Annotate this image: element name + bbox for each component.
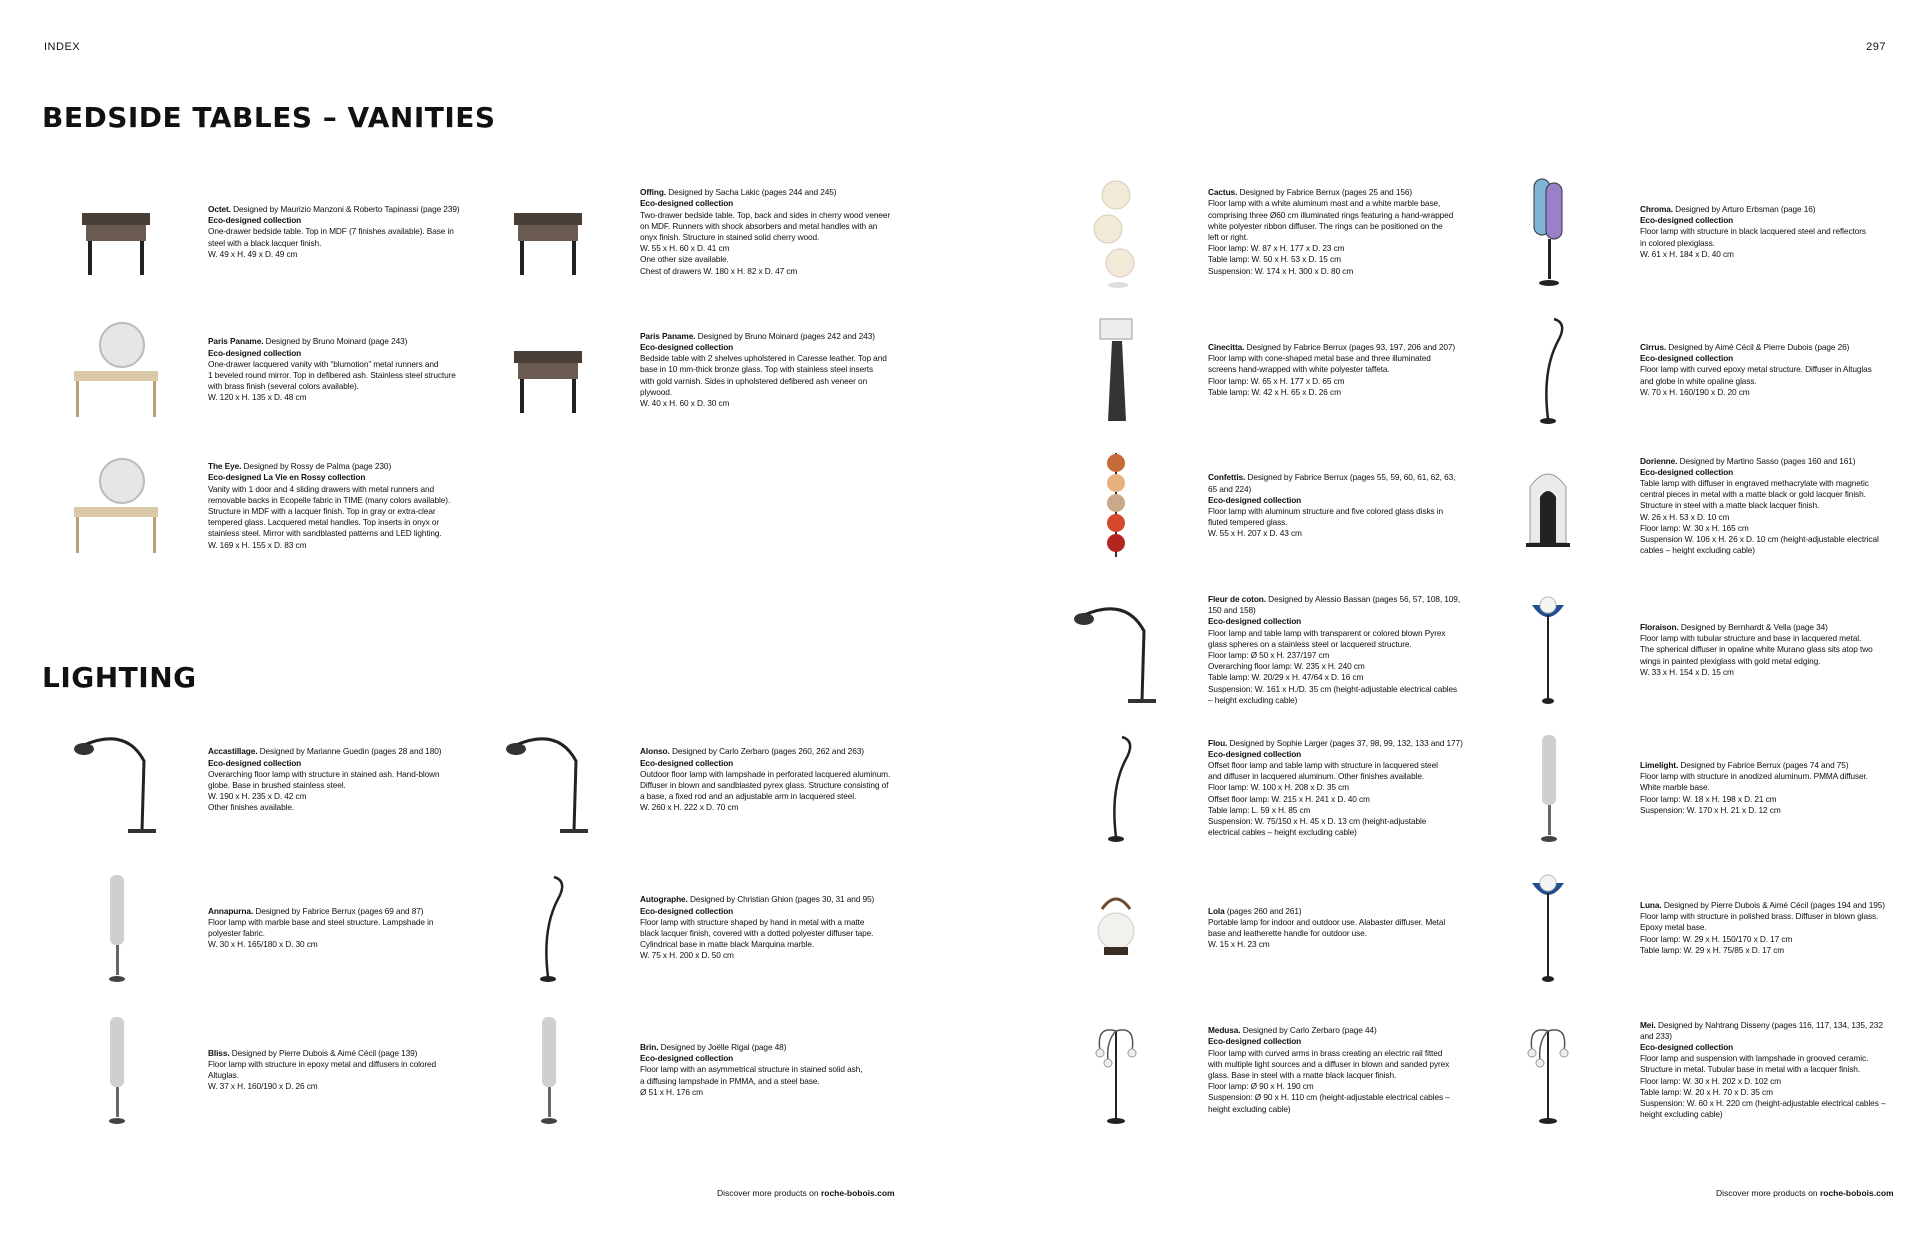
product-description-line: glass spheres on a stainless steel or lacquered structure. (1208, 638, 1412, 649)
product-text (1208, 436, 1464, 576)
product-description-line: W. 61 x H. 184 x D. 40 cm (1640, 248, 1734, 259)
product-description-line: Overarching floor lamp with structure in stained ash. Hand-blown (208, 768, 440, 779)
product-description-line: left or right. (1208, 232, 1249, 242)
product-heading (208, 746, 464, 757)
product-description-line: a base, a fixed rod and an adjustable arm in lacquered steel. (640, 791, 857, 802)
product-collection: Eco-designed collection (640, 1053, 734, 1064)
product-description-line: W. 55 x H. 207 x D. 43 cm (1208, 528, 1302, 539)
product-description-line: One-drawer bedside table. Top in MDF (7 finishes available). Base in (208, 226, 454, 237)
product-designer: (pages 260 and 261) (1224, 905, 1302, 916)
reflector-floor-lamp-icon (1490, 162, 1605, 302)
product-heading (640, 1042, 896, 1053)
bedside-table-icon (58, 162, 173, 302)
product-description-line: with brass finish (several colors available). (208, 381, 359, 392)
product-name: Cinecitta. (1208, 342, 1245, 353)
product-description-line: Floor lamp with structure in epoxy metal and diffusers in colored (208, 1058, 437, 1069)
product-description-line: Floor lamp with curved epoxy metal structure. Diffuser in Altuglas (1640, 364, 1872, 375)
portable-lamp-icon (1058, 858, 1173, 998)
product-description-line: Suspension: W. 170 x H. 21 x D. 12 cm (1640, 804, 1781, 815)
product-description-line: stainless steel. Mirror with sandblasted patterns and LED lighting. (208, 528, 442, 539)
product-description-line: W. 55 x H. 60 x D. 41 cm (640, 243, 730, 254)
product-heading (1208, 472, 1464, 494)
product-description-line: Epoxy metal base. (1640, 922, 1707, 933)
product-collection: Eco-designed collection (1640, 215, 1734, 226)
product-description-line: white polyester ribbon diffuser. The rings can be positioned on the (1208, 220, 1443, 231)
product-description-line: cables – height excluding cable) (1640, 545, 1755, 556)
product-designer: Designed by Arturo Erbsman (page 16) (1672, 204, 1816, 215)
product-collection: Eco-designed collection (1208, 748, 1302, 759)
product-text (1208, 162, 1464, 302)
product-description-line: in colored plexiglass. (1640, 237, 1715, 248)
product-designer: Designed by Carlo Zerbaro (page 44) (1240, 1025, 1377, 1036)
product-entry[interactable] (490, 1000, 1020, 1140)
product-name: The Eye. (208, 461, 242, 472)
product-name: Dorienne. (1640, 455, 1678, 466)
product-description-line: The spherical diffuser in opaline white Murano glass sits atop two (1640, 644, 1873, 655)
product-description-line: Table lamp: W. 20/29 x H. 47/64 x D. 16 cm (1208, 672, 1364, 683)
product-heading (640, 331, 896, 342)
ring-lamp-icon (1058, 162, 1173, 302)
product-description-line: Table lamp: W. 20 x H. 70 x D. 35 cm (1640, 1086, 1773, 1097)
product-description-line: W. 120 x H. 135 x D. 48 cm (208, 392, 307, 403)
product-description-line: W. 26 x H. 53 x D. 10 cm (1640, 511, 1730, 522)
product-description-line: Floor lamp with tubular structure and base in lacquered metal. (1640, 633, 1862, 644)
product-designer: Designed by Fabrice Berrux (pages 25 and 156) (1237, 187, 1413, 198)
product-designer: Designed by Sacha Lakic (pages 244 and 245) (666, 187, 837, 198)
product-description-line: plywood. (640, 386, 672, 397)
product-collection: Eco-designed collection (208, 757, 302, 768)
section-title-bedside: BEDSIDE TABLES – VANITIES (42, 101, 496, 134)
product-description-line: screens hand-wrapped with white polyester taffeta. (1208, 364, 1390, 375)
product-description-line: electrical cables – height excluding cable) (1208, 827, 1357, 838)
product-heading (208, 336, 464, 347)
product-description-line: steel with a black lacquer finish. (208, 237, 322, 248)
product-collection: Eco-designed collection (640, 342, 734, 353)
product-name: Annapurna. (208, 905, 254, 916)
product-text (640, 858, 896, 998)
product-entry[interactable] (1490, 858, 1920, 998)
product-heading (640, 894, 896, 905)
running-head-section: INDEX (44, 41, 81, 53)
product-designer: Designed by Fabrice Berrux (pages 69 and 87) (253, 905, 424, 916)
product-description-line: Table lamp: W. 29 x H. 75/85 x D. 17 cm (1640, 944, 1785, 955)
column-floor-lamp-icon (58, 1000, 173, 1140)
product-description-line: Vanity with 1 door and 4 sliding drawers with metal runners and (208, 483, 434, 494)
product-collection: Eco-designed collection (640, 905, 734, 916)
product-name: Paris Paname. (208, 336, 264, 347)
product-name: Chroma. (1640, 204, 1673, 215)
product-description-line: Suspension: W. 174 x H. 300 x D. 80 cm (1208, 265, 1354, 276)
product-text (1208, 858, 1464, 998)
product-entry[interactable] (490, 162, 1020, 302)
product-text (640, 710, 896, 850)
product-description-line: W. 30 x H. 165/180 x D. 30 cm (208, 939, 318, 950)
product-text (208, 162, 464, 302)
product-description-line: Offset floor lamp: W. 215 x H. 241 x D. 40 cm (1208, 793, 1370, 804)
disk-floor-lamp-icon (1058, 436, 1173, 576)
page-number: 297 (1866, 41, 1886, 53)
product-designer: Designed by Carlo Zerbaro (pages 260, 262 and 263) (669, 746, 864, 757)
product-description-line: Floor lamp: W. 65 x H. 177 x D. 65 cm (1208, 375, 1345, 386)
product-designer: Designed by Rossy de Palma (page 230) (241, 461, 392, 472)
product-text (1640, 718, 1896, 858)
product-name: Medusa. (1208, 1025, 1241, 1036)
product-description-line: Table lamp with diffuser in engraved methacrylate with magnetic (1640, 478, 1869, 489)
product-designer: Designed by Joëlle Rigal (page 48) (658, 1042, 787, 1053)
product-heading (1640, 342, 1896, 353)
product-text (1208, 1000, 1464, 1140)
product-description-line: globe. Base in brushed stainless steel. (208, 780, 346, 790)
product-description-line: with gold varnish. Sides in upholstered defibered ash veneer on (640, 375, 868, 386)
product-description-line: W. 190 x H. 235 x D. 42 cm (208, 791, 307, 802)
product-description-line: Floor lamp: W. 30 x H. 165 cm (1640, 522, 1749, 533)
product-description-line: W. 49 x H. 49 x D. 49 cm (208, 248, 298, 259)
product-description-line: Floor lamp with aluminum structure and five colored glass disks in (1208, 506, 1444, 516)
product-description-line: glass. Base in steel with a matte black lacquer finish. (1208, 1070, 1397, 1080)
multi-arm-floor-lamp-icon (1490, 1000, 1605, 1140)
product-description-line: Floor lamp and suspension with lampshade in grooved ceramic. (1640, 1053, 1869, 1064)
product-designer: Designed by Fabrice Berrux (pages 55, 59, 60, 61, 62, 63, 65 and 224) (1208, 472, 1456, 494)
product-description-line: tempered glass. Lacquered metal handles. Top inserts in onyx or (208, 517, 440, 528)
product-collection: Eco-designed collection (208, 215, 302, 226)
product-description-line: removable backs in Ecopelle fabric in TIME (many colors available). (208, 494, 451, 505)
product-designer: Designed by Aimé Cécil & Pierre Dubois (page 26) (1666, 342, 1850, 353)
product-name: Mei. (1640, 1019, 1656, 1030)
product-text (1640, 436, 1896, 576)
product-description-line: base and leatherette handle for outdoor use. (1208, 928, 1367, 938)
product-designer: Designed by Fabrice Berrux (pages 74 and 75) (1678, 760, 1849, 771)
product-description-line: and diffuser in lacquered aluminum. Other finishes available. (1208, 771, 1425, 782)
product-name: Confettis. (1208, 472, 1246, 483)
product-text (1640, 300, 1896, 440)
product-description-line: wings in painted plexiglass with gold metal edging. (1640, 655, 1821, 666)
product-description-line: Structure in steel with a matte black lacquer finish. (1640, 500, 1820, 511)
product-description-line: with multiple light sources and a diffuser in blown and sanded pyrex (1208, 1058, 1450, 1069)
product-text (640, 162, 896, 302)
product-description-line: base in 10 mm-thick bronze glass. Top with stainless steel inserts (640, 364, 874, 375)
product-description-line: polyester fabric. (208, 928, 265, 938)
product-description-line: on MDF. Runners with shock absorbers and metal handles with an (640, 220, 878, 231)
product-description-line: W. 15 x H. 23 cm (1208, 939, 1270, 950)
product-description-line: Suspension: Ø 90 x H. 110 cm (height-adjustable electrical cables – (1208, 1092, 1450, 1103)
product-description-line: Floor lamp and table lamp with transparent or colored blown Pyrex (1208, 627, 1446, 638)
arc-floor-lamp-icon (58, 710, 173, 850)
product-description-line: Offset floor lamp and table lamp with structure in lacquered steel (1208, 760, 1438, 771)
product-text (208, 858, 464, 998)
product-name: Cactus. (1208, 187, 1238, 198)
product-description-line: a diffusing lampshade in PMMA, and a steel base. (640, 1075, 820, 1086)
product-collection: Eco-designed collection (640, 198, 734, 209)
product-description-line: onyx finish. Structure in stained solid cherry wood. (640, 232, 820, 242)
product-entry[interactable] (490, 300, 1020, 440)
product-designer: Designed by Marianne Guedin (pages 28 and 180) (257, 746, 442, 757)
product-text (208, 300, 464, 440)
product-description-line: Structure in metal. Tubular base in metal with a lacquer finish. (1640, 1064, 1861, 1075)
product-collection: Eco-designed collection (208, 347, 302, 358)
product-heading (1640, 456, 1896, 467)
product-description-line: Cylindrical base in matte black Marquina marble. (640, 939, 815, 950)
product-entry[interactable] (1490, 718, 1920, 858)
product-name: Brin. (640, 1042, 659, 1053)
product-name: Fleur de coton. (1208, 594, 1266, 605)
product-name: Flou. (1208, 737, 1228, 748)
cone-floor-lamp-icon (1058, 300, 1173, 440)
product-description-line: Chest of drawers W. 180 x H. 82 x D. 47 cm (640, 265, 798, 276)
product-heading (1208, 1025, 1464, 1036)
footer-link-left[interactable]: Discover more products on roche-bobois.com (717, 1188, 895, 1198)
product-description-line: Floor lamp: W. 100 x H. 208 x D. 35 cm (1208, 782, 1349, 793)
product-designer: Designed by Pierre Dubois & Aimé Cécil (pages 194 and 195) (1661, 900, 1885, 911)
product-text (1640, 858, 1896, 998)
bedside-table-icon (490, 162, 605, 302)
product-collection: Eco-designed collection (1208, 1036, 1302, 1047)
product-description-line: W. 260 x H. 222 x D. 70 cm (640, 802, 739, 813)
section-title-lighting: LIGHTING (42, 661, 197, 694)
product-description-line: Floor lamp: W. 87 x H. 177 x D. 23 cm (1208, 243, 1345, 254)
product-description-line: fluted tempered glass. (1208, 517, 1288, 528)
product-collection: Eco-designed La Vie en Rossy collection (208, 472, 366, 483)
product-entry[interactable] (490, 710, 1020, 850)
product-description-line: Floor lamp with structure in black lacquered steel and reflectors (1640, 226, 1866, 237)
product-description-line: W. 33 x H. 154 x D. 15 cm (1640, 666, 1734, 677)
product-description-line: W. 75 x H. 200 x D. 50 cm (640, 950, 734, 961)
product-text (208, 710, 464, 850)
product-heading (1640, 622, 1896, 633)
product-heading (1208, 187, 1464, 198)
product-heading (208, 1048, 464, 1059)
product-description-line: Two-drawer bedside table. Top, back and sides in cherry wood veneer (640, 209, 891, 220)
product-description-line: Floor lamp with marble base and steel structure. Lampshade in (208, 916, 434, 927)
product-description-line: Table lamp: W. 50 x H. 53 x D. 15 cm (1208, 254, 1341, 265)
product-entry[interactable] (1490, 300, 1920, 440)
product-description-line: Diffuser in blown and sandblasted pyrex glass. Structure consisting of (640, 780, 889, 790)
product-description-line: Ø 51 x H. 176 cm (640, 1086, 703, 1097)
product-text (640, 300, 896, 440)
product-name: Lola (1208, 905, 1225, 916)
product-description-line: central pieces in metal with a matte black or gold lacquer finish. (1640, 489, 1866, 500)
column-floor-lamp-icon (1490, 718, 1605, 858)
product-entry[interactable] (490, 858, 1020, 998)
product-designer: Designed by Alessio Bassan (pages 56, 57, 108, 109, 150 and 158) (1208, 594, 1461, 616)
product-entry[interactable] (1490, 162, 1920, 302)
product-description-line: Portable lamp for indoor and outdoor use. Alabaster diffuser. Metal (1208, 916, 1446, 927)
product-designer: Designed by Martino Sasso (pages 160 and 161) (1677, 455, 1856, 466)
product-description-line: W. 169 x H. 155 x D. 83 cm (208, 539, 307, 550)
product-collection: Eco-designed collection (1640, 466, 1734, 477)
product-description-line: Floor lamp: W. 30 x H. 202 x D. 102 cm (1640, 1075, 1781, 1086)
product-description-line: and globe in white opaline glass. (1640, 375, 1757, 386)
product-text (1640, 162, 1896, 302)
product-description-line: Floor lamp with an asymmetrical structure in stained solid ash, (640, 1064, 863, 1075)
product-name: Limelight. (1640, 760, 1679, 771)
product-collection: Eco-designed collection (1640, 1042, 1734, 1053)
product-description-line: Structure in MDF with a lacquer finish. Top in gray or extra-clear (208, 506, 436, 516)
product-description-line: Floor lamp: W. 29 x H. 150/170 x D. 17 cm (1640, 933, 1793, 944)
product-collection: Eco-designed collection (1208, 494, 1302, 505)
product-name: Offing. (640, 187, 667, 198)
product-name: Octet. (208, 204, 231, 215)
product-description-line: White marble base. (1640, 782, 1710, 793)
product-name: Paris Paname. (640, 330, 696, 341)
column-floor-lamp-icon (490, 1000, 605, 1140)
product-text (1208, 718, 1464, 858)
product-name: Alonso. (640, 746, 670, 757)
product-heading (1640, 760, 1896, 771)
product-description-line: Suspension W. 106 x H. 26 x D. 10 cm (height-adjustable electrical (1640, 533, 1879, 544)
product-entry[interactable] (1490, 436, 1920, 576)
product-description-line: Floor lamp: Ø 50 x H. 237/197 cm (1208, 650, 1330, 660)
arc-floor-lamp-icon (1058, 580, 1173, 720)
product-heading (1640, 1020, 1896, 1042)
product-text (208, 1000, 464, 1140)
product-description-line: Bedside table with 2 shelves upholstered in Caresse leather. Top and (640, 353, 887, 364)
vanity-mirror-icon (58, 300, 173, 440)
product-description-line: Floor lamp with cone-shaped metal base and three illuminated (1208, 353, 1431, 364)
globe-floor-lamp-icon (1490, 580, 1605, 720)
product-text (1640, 1000, 1896, 1140)
product-name: Floraison. (1640, 622, 1679, 633)
product-description-line: Suspension: W. 75/150 x H. 45 x D. 13 cm (height-adjustable (1208, 815, 1427, 826)
product-heading (640, 187, 896, 198)
product-heading (1640, 900, 1896, 911)
product-description-line: Floor lamp with a white aluminum mast and a white marble base, (1208, 198, 1441, 209)
product-designer: Designed by Bernhardt & Vella (page 34) (1678, 622, 1828, 633)
curved-floor-lamp-icon (490, 858, 605, 998)
product-name: Autographe. (640, 894, 688, 905)
product-designer: Designed by Fabrice Berrux (pages 93, 197, 206 and 207) (1244, 342, 1456, 353)
product-text (1208, 580, 1464, 720)
product-description-line: Table lamp: L. 59 x H. 85 cm (1208, 804, 1311, 815)
product-heading (1208, 738, 1464, 749)
product-description-line: Suspension: W. 161 x H./D. 35 cm (height-adjustable electrical cables (1208, 683, 1458, 694)
product-designer: Designed by Bruno Moinard (pages 242 and 243) (695, 330, 875, 341)
product-designer: Designed by Pierre Dubois & Aimé Cécil (page 139) (229, 1047, 418, 1058)
product-heading (208, 204, 464, 215)
product-entry[interactable] (1490, 580, 1920, 720)
product-heading (1640, 204, 1896, 215)
product-heading (1208, 342, 1464, 353)
bedside-table-icon (490, 300, 605, 440)
product-text (1208, 300, 1464, 440)
product-heading (1208, 906, 1464, 917)
product-description-line: Floor lamp with structure in polished brass. Diffuser in blown glass. (1640, 911, 1879, 922)
product-designer: Designed by Sophie Larger (pages 37, 98, 99, 132, 133 and 177) (1227, 737, 1463, 748)
product-collection: Eco-designed collection (1640, 353, 1734, 364)
product-designer: Designed by Christian Ghion (pages 30, 31 and 95) (687, 894, 875, 905)
footer-link-right[interactable]: Discover more products on roche-bobois.com (1716, 1188, 1894, 1198)
product-collection: Eco-designed collection (1208, 616, 1302, 627)
product-designer: Designed by Nahtrang Disseny (pages 116, 117, 134, 135, 232 and 233) (1640, 1019, 1883, 1041)
arc-floor-lamp-icon (490, 710, 605, 850)
product-description-line: Floor lamp: Ø 90 x H. 190 cm (1208, 1081, 1314, 1092)
product-text (208, 436, 464, 576)
product-description-line: W. 70 x H. 160/190 x D. 20 cm (1640, 386, 1750, 397)
product-description-line: Floor lamp with structure in anodized aluminum. PMMA diffuser. (1640, 771, 1868, 782)
product-description-line: W. 37 x H. 160/190 x D. 26 cm (208, 1081, 318, 1092)
curved-floor-lamp-icon (1490, 300, 1605, 440)
product-heading (640, 746, 896, 757)
product-description-line: height excluding cable) (1640, 1109, 1723, 1120)
product-description-line: Other finishes available. (208, 802, 295, 813)
product-designer: Designed by Maurizio Manzoni & Roberto Tapinassi (page 239) (230, 204, 460, 215)
product-description-line: Altuglas. (208, 1070, 239, 1080)
product-description-line: W. 40 x H. 60 x D. 30 cm (640, 397, 730, 408)
product-description-line: Floor lamp: W. 18 x H. 198 x D. 21 cm (1640, 793, 1777, 804)
product-text (640, 1000, 896, 1140)
product-description-line: – height excluding cable) (1208, 694, 1298, 705)
product-entry[interactable] (1490, 1000, 1920, 1140)
product-entry[interactable] (58, 436, 588, 576)
product-heading (1208, 594, 1464, 616)
product-collection: Eco-designed collection (640, 757, 734, 768)
vanity-mirror-icon (58, 436, 173, 576)
curved-floor-lamp-icon (1058, 718, 1173, 858)
product-description-line: Floor lamp with curved arms in brass creating an electric rail fitted (1208, 1047, 1443, 1058)
product-description-line: black lacquer finish, covered with a dotted polyester diffuser tape. (640, 928, 874, 938)
product-description-line: Suspension: W. 60 x H. 220 cm (height-adjustable electrical cables – (1640, 1097, 1886, 1108)
product-name: Accastillage. (208, 746, 258, 757)
product-description-line: One other size available. (640, 254, 729, 265)
column-floor-lamp-icon (58, 858, 173, 998)
arch-table-lamp-icon (1490, 436, 1605, 576)
globe-floor-lamp-icon (1490, 858, 1605, 998)
product-name: Cirrus. (1640, 342, 1667, 353)
product-description-line: 1 beveled round mirror. Top in defibered ash. Stainless steel structure (208, 370, 456, 380)
product-description-line: height excluding cable) (1208, 1103, 1291, 1114)
product-heading (208, 461, 464, 472)
product-description-line: comprising three Ø60 cm illuminated rings featuring a hand-wrapped (1208, 209, 1454, 220)
product-text (1640, 580, 1896, 720)
product-description-line: One-drawer lacquered vanity with “blumotion” metal runners and (208, 358, 439, 369)
multi-arm-floor-lamp-icon (1058, 1000, 1173, 1140)
product-name: Luna. (1640, 900, 1662, 911)
product-heading (208, 906, 464, 917)
product-description-line: Table lamp: W. 42 x H. 65 x D. 26 cm (1208, 386, 1341, 397)
product-description-line: Overarching floor lamp: W. 235 x H. 240 cm (1208, 661, 1365, 672)
product-description-line: Outdoor floor lamp with lampshade in perforated lacquered aluminum. (640, 768, 891, 779)
product-designer: Designed by Bruno Moinard (page 243) (263, 336, 408, 347)
product-name: Bliss. (208, 1047, 230, 1058)
product-description-line: Floor lamp with structure shaped by hand in metal with a matte (640, 916, 865, 927)
